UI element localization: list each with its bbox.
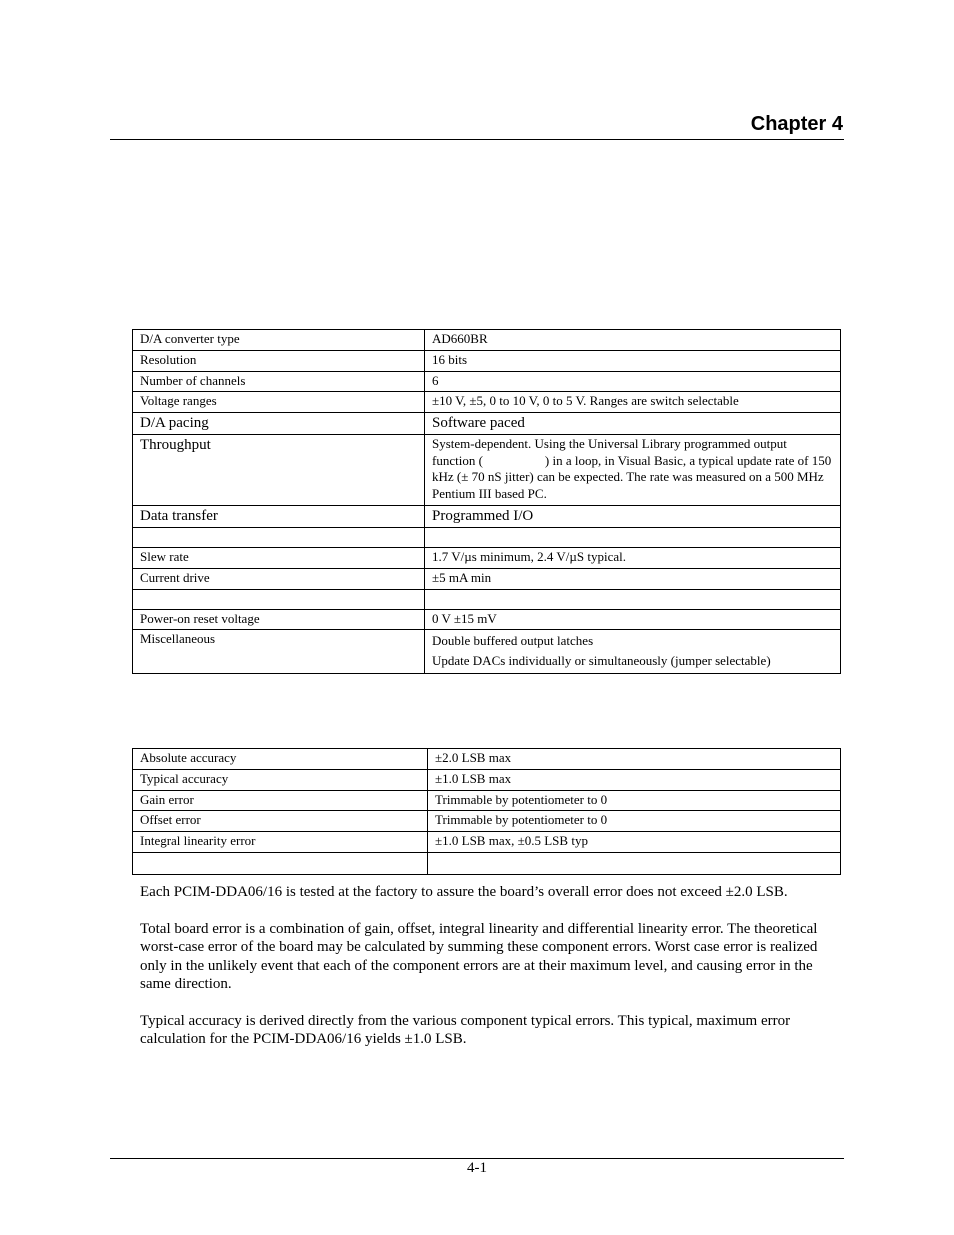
spec-value: 0 V ±15 mV (425, 609, 841, 630)
table-row (133, 371, 841, 392)
spec-label: Resolution (133, 351, 425, 372)
spec-label: Voltage ranges (133, 392, 425, 413)
table-row (133, 852, 841, 874)
table-row (133, 435, 841, 506)
throughput-text-start: System-dependent. Using the Universal Library programmed output function ( (432, 436, 787, 468)
spec-label: D/A pacing (133, 413, 425, 435)
spec-label: Miscellaneous (133, 630, 425, 674)
table-row (133, 413, 841, 435)
header-rule (110, 139, 844, 140)
spec-label: Typical accuracy (133, 770, 428, 791)
table-row (133, 506, 841, 528)
spec-value: ±10 V, ±5, 0 to 10 V, 0 to 5 V. Ranges are switch selectable (425, 392, 841, 413)
table-row (133, 811, 841, 832)
spec-label: Offset error (133, 811, 428, 832)
table-row (133, 569, 841, 590)
spec-label: Throughput (133, 435, 425, 506)
spec-value: ±1.0 LSB max (428, 770, 841, 791)
spec-value: 6 (425, 371, 841, 392)
spec-value: 1.7 V/µs minimum, 2.4 V/µS typical. (425, 548, 841, 569)
spec-value: Software paced (425, 413, 841, 435)
table-row (133, 528, 841, 548)
table-row (133, 790, 841, 811)
throughput-text-end: ) in a loop, in Visual Basic, a typical update rate of 150 kHz (± 70 nS jitter) can be expected. The rate was measured on a 500 MHz Pentium III based PC. (432, 452, 832, 501)
table-row (133, 548, 841, 569)
body-paragraph: Each PCIM-DDA06/16 is tested at the factory to assure the board’s overall error does not exceed ±2.0 LSB. (140, 884, 788, 900)
table-row (133, 832, 841, 853)
body-paragraph: Typical accuracy is derived directly from the various component typical errors. This typical, maximum error calculation for the PCIM-DDA06/16 yields ±1.0 LSB. (140, 1013, 791, 1048)
spec-label: Absolute accuracy (133, 749, 428, 770)
chapter-heading: Chapter 4 (750, 113, 843, 135)
spec-label (133, 589, 425, 609)
misc-line-2: Update DACs individually or simultaneously (jumper selectable) (432, 653, 771, 668)
spec-value (428, 852, 841, 874)
spec-value: ±1.0 LSB max, ±0.5 LSB typ (428, 832, 841, 853)
spec-label: Power-on reset voltage (133, 609, 425, 630)
spec-label: Gain error (133, 790, 428, 811)
table-row (133, 392, 841, 413)
spec-label: Integral linearity error (133, 832, 428, 853)
spec-value: ±2.0 LSB max (428, 749, 841, 770)
table-row (133, 770, 841, 791)
spec-value (425, 630, 841, 674)
spec-label (133, 852, 428, 874)
spec-value: 16 bits (425, 351, 841, 372)
spec-value: ±5 mA min (425, 569, 841, 590)
table-row (133, 330, 841, 351)
table-row (133, 609, 841, 630)
spec-label: Slew rate (133, 548, 425, 569)
spec-value: Trimmable by potentiometer to 0 (428, 790, 841, 811)
spec-label: D/A converter type (133, 330, 425, 351)
table-row (133, 630, 841, 674)
page-number: 4-1 (467, 1160, 487, 1176)
accuracy-spec-table (132, 748, 841, 875)
footer-rule (110, 1158, 844, 1159)
body-paragraph: Total board error is a combination of gain, offset, integral linearity and differential linearity error. The theoretical worst-case error of the board may be calculated by summing these component errors. Worst case error is realized only in the unlikely event that each of the component errors are at their maximum level, and causing error in the same direction. (140, 921, 818, 992)
spec-value (425, 528, 841, 548)
spec-value: AD660BR (425, 330, 841, 351)
spec-label (133, 528, 425, 548)
spec-label: Data transfer (133, 506, 425, 528)
analog-output-spec-table (132, 329, 841, 674)
misc-line-1: Double buffered output latches (432, 633, 594, 648)
spec-label: Current drive (133, 569, 425, 590)
table-row (133, 749, 841, 770)
table-row (133, 351, 841, 372)
spec-label: Number of channels (133, 371, 425, 392)
spec-value: Trimmable by potentiometer to 0 (428, 811, 841, 832)
spec-value: Programmed I/O (425, 506, 841, 528)
table-row (133, 589, 841, 609)
spec-value (425, 435, 841, 506)
spec-value (425, 589, 841, 609)
